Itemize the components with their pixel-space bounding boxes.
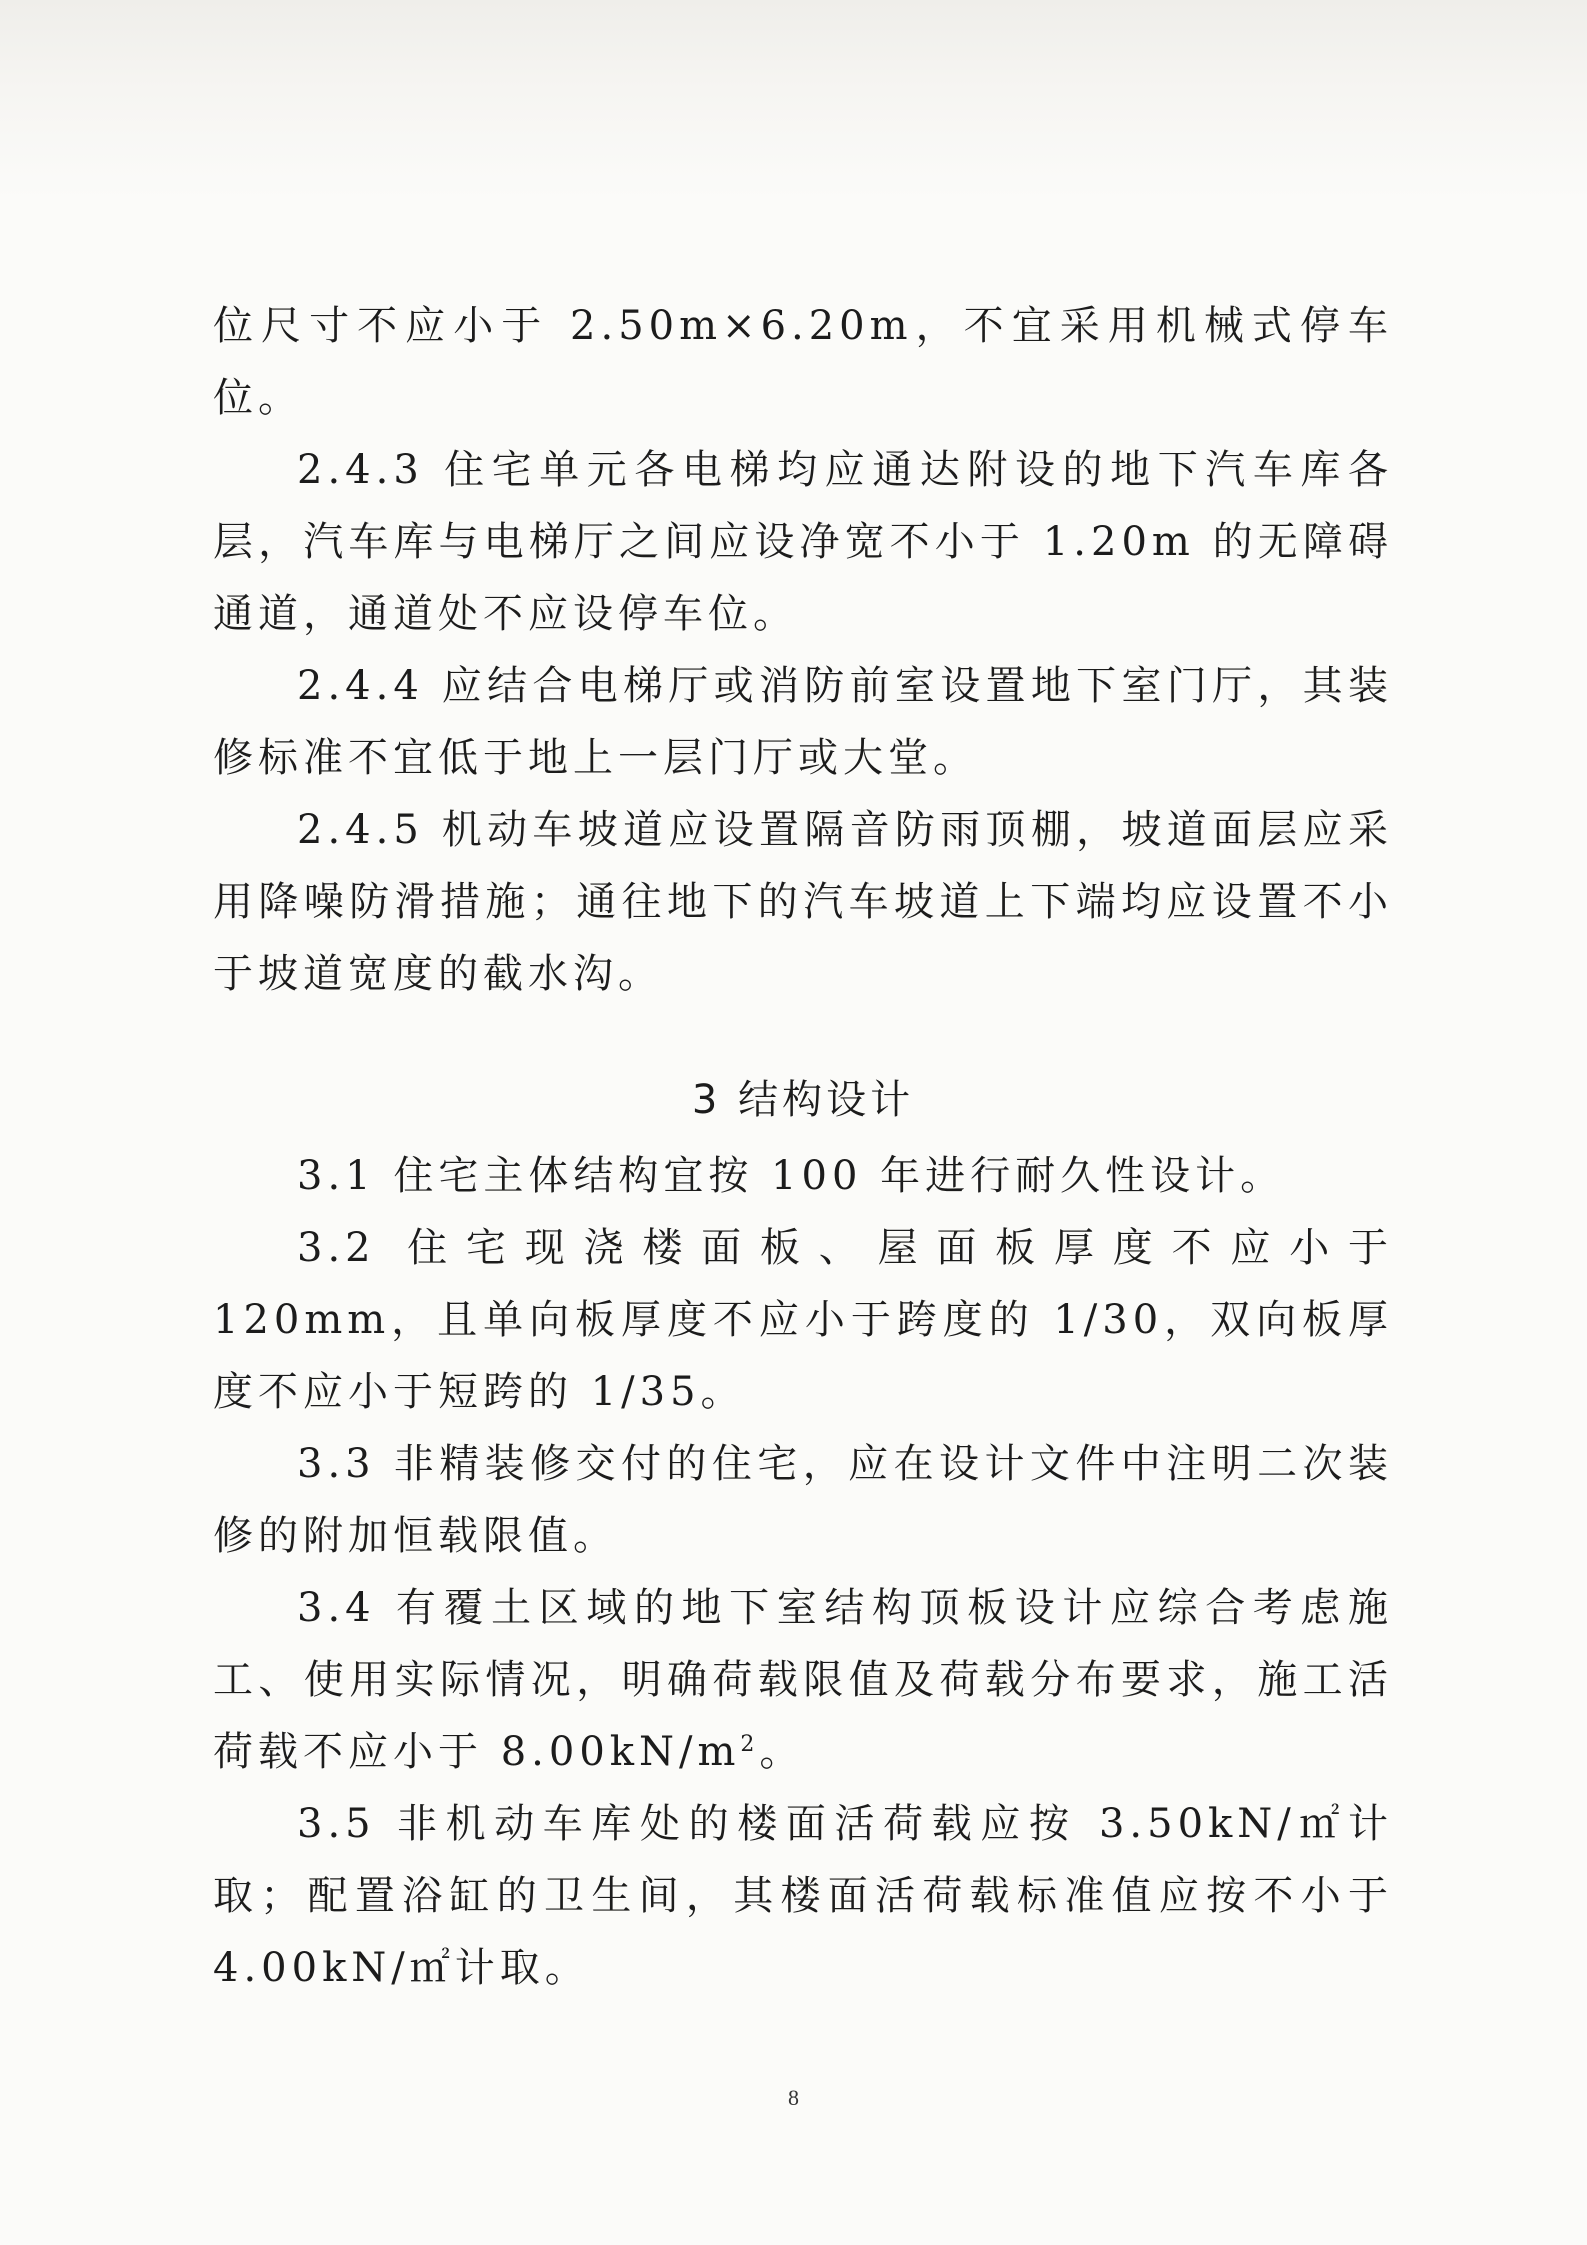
paragraph-3-2: 3.2 住宅现浇楼面板、屋面板厚度不应小于 120mm，且单向板厚度不应小于跨度的 1/30，双向板厚度不应小于短跨的 1/35。 — [213, 1225, 1393, 1415]
paragraph-3-1: 3.1 住宅主体结构宜按 100 年进行耐久性设计。 — [297, 1153, 1286, 1199]
paragraph-3-4 — [213, 1572, 1393, 1788]
scan-shadow — [0, 0, 1587, 200]
paragraph-2-4-5: 2.4.5 机动车坡道应设置隔音防雨顶棚，坡道面层应采用降噪防滑措施；通往地下的汽车坡道上下端均应设置不小于坡道宽度的截水沟。 — [213, 807, 1393, 997]
paragraph-3-4-end: 。 — [759, 1729, 805, 1775]
paragraph-2-4-2-continuation: 位尺寸不应小于 2.50m×6.20m，不宜采用机械式停车位。 — [213, 303, 1393, 421]
page-body — [213, 290, 1393, 2004]
paragraph-3-3: 3.3 非精装修交付的住宅，应在设计文件中注明二次装修的附加恒载限值。 — [213, 1441, 1393, 1559]
paragraph-3-5: 3.5 非机动车库处的楼面活荷载应按 3.50kN/㎡计取；配置浴缸的卫生间，其楼面活荷载标准值应按不小于 4.00kN/㎡计取。 — [213, 1801, 1393, 1991]
paragraph-3-4-text: 3.4 有覆土区域的地下室结构顶板设计应综合考虑施工、使用实际情况，明确荷载限值及荷载分布要求，施工活荷载不应小于 8.00kN/m — [213, 1585, 1393, 1775]
page-number: 8 — [788, 2085, 799, 2110]
section-title: 3 结构设计 — [691, 1077, 915, 1123]
paragraph-2-4-3: 2.4.3 住宅单元各电梯均应通达附设的地下汽车库各层，汽车库与电梯厅之间应设净宽不小于 1.20m 的无障碍通道，通道处不应设停车位。 — [213, 447, 1393, 637]
paragraph-2-4-4: 2.4.4 应结合电梯厅或消防前室设置地下室门厅，其装修标准不宜低于地上一层门厅或大堂。 — [213, 663, 1393, 781]
superscript-2: 2 — [740, 1732, 760, 1757]
